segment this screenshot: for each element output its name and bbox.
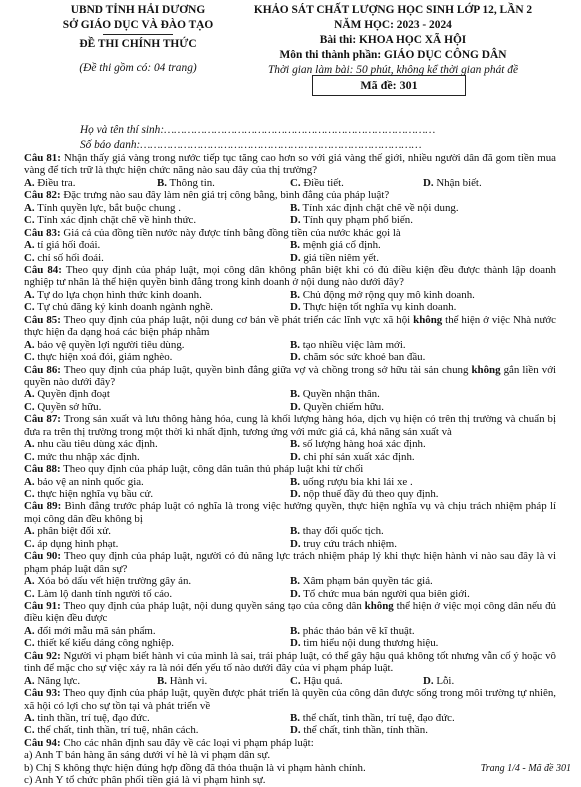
question-stem: [24, 314, 556, 339]
answer-letter: A.: [24, 624, 35, 637]
answer-text: Thông tin.: [167, 176, 215, 189]
exam-title: KHẢO SÁT CHẤT LƯỢNG HỌC SINH LỚP 12, LẦN 2: [253, 4, 533, 16]
question-text: Theo quy định của pháp luật, mọi công dân không phân biệt khi có đủ điều kiện đều được thành lập doanh nghiệp tư nhân là thể hiện quyền bình đẳng trong kinh doanh ở nội dung nào dưới đây?: [24, 264, 557, 289]
answer-option: [290, 451, 415, 463]
answer-letter: B.: [290, 475, 300, 488]
question-text: Đặc trưng nào sau đây làm nên giá trị công bằng, bình đẳng của pháp luật?: [60, 189, 390, 202]
page-footer: Trang 1/4 - Mã đề 301: [480, 763, 571, 774]
answer-letter: A.: [24, 201, 35, 214]
authority-name: UBND TỈNH HẢI DƯƠNG: [70, 4, 206, 16]
answer-letter: C.: [24, 724, 35, 737]
answer-letter: D.: [290, 488, 301, 501]
answer-letter: C.: [24, 450, 35, 463]
answer-text: mức thu nhập xác định.: [34, 450, 140, 463]
answer-letter: A.: [24, 288, 35, 301]
answer-letter: C.: [24, 301, 35, 314]
answer-letter: D.: [290, 587, 301, 600]
time-allowed: Thời gian làm bài: 50 phút, không kể thời gian phát đề: [267, 64, 519, 76]
answer-letter: D.: [290, 351, 301, 364]
exam-code-box: Mã đề: 301: [312, 75, 466, 96]
question-number: Câu 82:: [24, 189, 61, 202]
answer-text: nộp thuế đầy đủ theo quy định.: [300, 488, 439, 501]
answer-letter: A.: [24, 388, 35, 401]
answer-option: [157, 675, 207, 687]
answer-letter: A.: [24, 438, 35, 451]
answer-row: [24, 252, 556, 264]
answer-option: [24, 525, 111, 537]
question-text: Trong sản xuất và lưu thông hàng hóa, cung là khối lượng hàng hóa, dịch vụ hiện có trên thị trường và chuẩn bị đưa ra trên thị trường trong một thời kì nhất định, tương ứng với mức giá cả, khả năng sản xuất và: [24, 413, 556, 438]
question-text: Theo quy định của pháp luật, người có đủ năng lực trách nhiệm pháp lý khi thực hiện hành vi nào sau đây là vi phạm pháp luật dân sự?: [24, 550, 556, 575]
question-stem: [24, 737, 556, 749]
answer-text: truy cứu trách nhiệm.: [300, 537, 397, 550]
answer-letter: D.: [423, 674, 434, 687]
answer-option: [24, 214, 196, 226]
answer-letter: B.: [290, 712, 300, 725]
answer-row: [24, 177, 556, 189]
answer-option: [24, 451, 140, 463]
answer-text: mệnh giá cổ định.: [300, 239, 381, 252]
answer-text: giá tiền niêm yết.: [300, 251, 379, 264]
answer-option: [24, 239, 100, 251]
answer-row: [24, 575, 556, 587]
answer-text: Xâm phạm bản quyền tác giả.: [300, 575, 433, 588]
answer-letter: D.: [423, 176, 434, 189]
statement-item: b) Chị S không thực hiện đúng hợp đồng đã thỏa thuận là vi phạm hành chính.: [24, 761, 366, 774]
answer-option: [24, 712, 150, 724]
question-number: Câu 93:: [24, 687, 61, 700]
answer-letter: D.: [290, 724, 301, 737]
answer-text: thay đổi quốc tịch.: [300, 525, 384, 538]
question-stem: [24, 650, 556, 675]
question-number: Câu 85:: [24, 313, 61, 326]
answer-letter: A.: [24, 239, 35, 252]
answer-letter: B.: [290, 624, 300, 637]
answer-row: [24, 301, 556, 313]
answer-letter: C.: [290, 674, 301, 687]
answer-option: [290, 252, 379, 264]
statement-item: c) Anh Y tổ chức phân phối tiền giả là vi phạm hình sự.: [24, 774, 266, 787]
answer-option: [24, 575, 191, 587]
question-stem: [24, 463, 556, 475]
answer-text: Làm lộ danh tính người tố cáo.: [34, 587, 173, 600]
question-text: gắn liền với quyền nào dưới đây?: [24, 363, 556, 389]
answer-letter: C.: [24, 488, 35, 501]
answer-letter: D.: [290, 400, 301, 413]
question-number: Câu 88:: [24, 463, 61, 476]
answer-row: [24, 525, 556, 537]
answer-letter: C.: [24, 587, 35, 600]
answer-text: Quyền chiếm hữu.: [300, 400, 384, 413]
answer-option: [423, 675, 454, 687]
answer-letter: C.: [24, 537, 35, 550]
answer-text: thiết kế kiểu dáng công nghiệp.: [34, 637, 175, 650]
candidate-number-line: Số báo danh:…………………………………………………………………………: [80, 139, 422, 151]
answer-option: [290, 438, 426, 450]
answer-text: Điều tra.: [34, 176, 76, 189]
question-number: Câu 84:: [24, 264, 62, 276]
answer-letter: D.: [290, 251, 301, 264]
candidate-name-line: Họ và tên thí sinh:………………………………………………………………………: [80, 124, 436, 136]
answer-option: [24, 625, 156, 637]
answer-option: [290, 538, 397, 550]
component-subject: Môn thi thành phần: GIÁO DỤC CÔNG DÂN: [279, 49, 507, 61]
answer-option: [290, 289, 475, 301]
statement-item: a) Anh T bán hàng ăn sáng dưới vỉ hè là vi phạm dân sự.: [24, 749, 271, 762]
answer-text: Thực hiện tốt nghĩa vụ kinh doanh.: [300, 301, 457, 314]
question-stem: [24, 687, 556, 712]
answer-row: [24, 438, 556, 450]
answer-row: [24, 339, 556, 351]
answer-row: [24, 476, 556, 488]
answer-letter: A.: [24, 674, 35, 687]
question-text: Theo quy định của pháp luật, quyền được phát triển là quyền của công dân được sống trong môi trường tự nhiên, xã hội có lợi cho sự tồn tại và phát triển về: [24, 687, 556, 712]
answer-text: thực hiện nghĩa vụ bầu cử.: [34, 488, 154, 501]
answer-letter: D.: [290, 450, 301, 463]
header-right: [228, 3, 558, 78]
answer-text: phân biệt đối xử.: [34, 525, 111, 538]
answer-letter: B.: [290, 338, 300, 351]
answer-text: Xóa bỏ dấu vết hiện trường gây án.: [34, 575, 192, 588]
answer-option: [157, 177, 215, 189]
answer-option: [290, 177, 344, 189]
answer-text: Tự chủ đăng ký kinh doanh ngành nghề.: [34, 301, 214, 314]
answer-letter: A.: [24, 475, 35, 488]
answer-row: [24, 488, 556, 500]
answer-text: Hậu quả.: [300, 674, 343, 687]
question-text: Cho các nhân định sau đây về các loại vi phạm pháp luật:: [60, 736, 314, 749]
answer-option: [24, 351, 172, 363]
answer-letter: B.: [290, 288, 300, 301]
answer-letter: C.: [24, 214, 35, 227]
answer-letter: B.: [290, 438, 300, 451]
answer-text: bảo vệ an ninh quốc gia.: [34, 475, 144, 488]
department-name: SỞ GIÁO DỤC VÀ ĐÀO TẠO: [62, 19, 214, 31]
answer-option: [290, 339, 406, 351]
question-text: Nhận thấy giá vàng trong nước tiếp tục tăng cao hơn so với giá vàng thế giới, nhiều người dân đã gom tiền mua vàng để tích trữ là thực hiện chức năng nào sau đây của thị trường?: [24, 152, 556, 177]
answer-text: Tính xác định chặt chẽ về hình thức.: [34, 214, 197, 227]
answer-option: [24, 538, 118, 550]
answer-option: [423, 177, 482, 189]
question-stem: [24, 364, 556, 389]
emphasis-word: không: [364, 600, 394, 613]
question-number: Câu 81:: [24, 152, 61, 164]
answer-option: [24, 339, 185, 351]
answer-row: [24, 538, 556, 550]
header-left: [38, 3, 238, 76]
answer-option: [24, 301, 213, 313]
answer-letter: C.: [24, 400, 35, 413]
answer-row: [24, 675, 556, 687]
question-number: Câu 90:: [24, 550, 61, 563]
official-exam-label: ĐỀ THI CHÍNH THỨC: [79, 38, 197, 50]
answer-option: [24, 177, 75, 189]
answer-option: [24, 388, 110, 400]
question-stem: [24, 550, 556, 575]
answer-option: [290, 525, 384, 537]
answer-row: [24, 451, 556, 463]
answer-row: [24, 625, 556, 637]
answer-row: [24, 401, 556, 413]
answer-option: [290, 301, 456, 313]
answer-text: đổi mới mẫu mã sản phẩm.: [34, 624, 156, 637]
answer-option: [290, 202, 459, 214]
answer-option: [290, 575, 433, 587]
question-text: thể hiện ở việc Nhà nước thực hiện đa dạng hoá các biện pháp nhằm: [24, 313, 557, 339]
answer-text: thực hiện xoá đói, giảm nghèo.: [34, 351, 173, 364]
answer-text: áp dụng hình phạt.: [34, 537, 119, 550]
answer-text: Chủ động mở rộng quy mô kinh doanh.: [300, 288, 475, 301]
answer-letter: C.: [24, 251, 35, 264]
answer-option: [24, 637, 174, 649]
answer-text: tạo nhiều việc làm mới.: [300, 338, 406, 351]
answer-option: [290, 625, 415, 637]
answer-text: Quyền nhận thân.: [300, 388, 380, 401]
answer-option: [290, 588, 470, 600]
question-number: Câu 94:: [24, 736, 61, 749]
answer-text: Quyền định đoạt: [34, 388, 110, 401]
answer-option: [290, 351, 425, 363]
answer-text: thể chất, tinh thần, tính thần.: [300, 724, 428, 737]
answer-text: tinh thần, trí tuệ, đạo đức.: [34, 712, 150, 725]
answer-row: [24, 351, 556, 363]
answer-letter: A.: [24, 712, 35, 725]
answer-letter: C.: [24, 637, 35, 650]
question-text: Theo quy định của pháp luật, quyền bình đẳng giữa vợ và chồng trong sở hữu tài sản chung: [60, 363, 472, 376]
answer-letter: D.: [290, 537, 301, 550]
exam-subject: Bài thi: KHOA HỌC XÃ HỘI: [319, 34, 467, 46]
answer-row: [24, 214, 556, 226]
answer-row: [24, 712, 556, 724]
answer-option: [24, 438, 158, 450]
answer-row: [24, 637, 556, 649]
answer-row: [24, 724, 556, 736]
question-number: Câu 86:: [24, 363, 61, 376]
answer-text: chăm sóc sức khoẻ ban đầu.: [300, 351, 426, 364]
answer-letter: C.: [290, 176, 301, 189]
emphasis-word: không: [471, 363, 501, 376]
page-count-note: (Đề thi gồm có: 04 trang): [79, 62, 197, 74]
answer-text: Tính quyền lực, bắt buộc chung .: [34, 201, 181, 214]
answer-text: số lượng hàng hoá xác định.: [300, 438, 426, 451]
answer-text: Điều tiết.: [300, 176, 344, 189]
question-text: Theo quy định của pháp luật, nội dung cơ bản về phát triển các lĩnh vực xã hội: [60, 313, 414, 326]
answer-text: Tính xác định chặt chẽ về nội dung.: [300, 201, 459, 214]
question-text: thể hiện ở việc mọi công dân nếu đủ điều kiện đều được: [24, 600, 556, 625]
answer-row: [24, 588, 556, 600]
answer-letter: A.: [24, 338, 35, 351]
answer-letter: B.: [290, 388, 300, 401]
answer-option: [290, 476, 413, 488]
answer-text: tỉ giá hối đoái.: [34, 239, 101, 252]
question-number: Câu 92:: [24, 649, 61, 662]
answer-option: [290, 401, 384, 413]
answer-letter: B.: [157, 674, 167, 687]
answer-option: [290, 724, 428, 736]
question-text: Bình đẳng trước pháp luật có nghĩa là trong việc hưởng quyền, thực hiện nghĩa vụ và chịu trách nhiệm pháp lí mọi công dân đều không bị: [24, 500, 557, 525]
header-left-underline: [103, 34, 173, 35]
answer-text: Tổ chức mua bán người qua biên giới.: [300, 587, 470, 600]
school-year: NĂM HỌC: 2023 - 2024: [334, 19, 452, 31]
question-text: Người vi phạm biết hành vi của mình là sai, trái pháp luật, có thể gây hậu quả không tốt nhưng vẫn cố ý hoặc vô tình để mặc cho sự việc xảy ra là nói đến yếu tố nào dưới đây của vi phạm pháp luật.: [24, 649, 556, 675]
question-stem: [24, 413, 556, 438]
question-list: [24, 152, 556, 787]
answer-text: bảo vệ quyền lợi người tiêu dùng.: [34, 338, 185, 351]
answer-option: [24, 675, 80, 687]
answer-letter: B.: [290, 525, 300, 538]
question-stem: [24, 600, 556, 625]
answer-row: [24, 388, 556, 400]
answer-option: [24, 202, 181, 214]
answer-text: Tính quy phạm phổ biến.: [300, 214, 413, 227]
answer-option: [24, 289, 202, 301]
answer-row: [24, 202, 556, 214]
answer-text: tìm hiểu nội dung thương hiệu.: [300, 637, 439, 650]
answer-text: Tự do lựa chọn hình thức kinh doanh.: [34, 288, 202, 301]
question-stem: [24, 500, 556, 525]
answer-letter: A.: [24, 525, 35, 538]
answer-option: [24, 588, 172, 600]
answer-option: [290, 488, 439, 500]
answer-letter: B.: [290, 201, 300, 214]
question-stem: [24, 189, 556, 201]
question-text: Giá cả của đồng tiền nước này được tính bằng đồng tiền của nước khác gọi là: [60, 226, 401, 239]
question-text: Theo quy định của pháp luật, công dân tuân thủ pháp luật khi từ chối: [60, 463, 364, 476]
answer-letter: C.: [24, 351, 35, 364]
answer-text: Quyền sở hữu.: [34, 400, 102, 413]
answer-text: thể chất, tinh thần, trí tuệ, nhân cách.: [34, 724, 199, 737]
answer-text: chỉ số hối đoái.: [34, 251, 104, 264]
answer-letter: D.: [290, 301, 301, 314]
emphasis-word: không: [413, 313, 443, 326]
answer-letter: A.: [24, 176, 35, 189]
answer-option: [24, 401, 101, 413]
question-stem: [24, 227, 556, 239]
answer-option: [290, 388, 380, 400]
answer-text: phác thảo bản vẽ kĩ thuật.: [300, 624, 415, 637]
answer-text: Hành vi.: [167, 674, 208, 687]
answer-letter: A.: [24, 575, 35, 588]
question-number: Câu 89:: [24, 500, 62, 513]
answer-text: Nhận biết.: [433, 176, 482, 189]
answer-letter: D.: [290, 214, 301, 227]
answer-option: [24, 488, 153, 500]
answer-letter: B.: [157, 176, 167, 189]
answer-text: thể chất, tinh thần, trí tuệ, đạo đức.: [300, 712, 455, 725]
answer-letter: B.: [290, 239, 300, 252]
answer-text: chi phí sản xuất xác định.: [300, 450, 415, 463]
answer-option: [290, 712, 455, 724]
question-number: Câu 87:: [24, 413, 61, 426]
answer-letter: B.: [290, 575, 300, 588]
answer-text: Lỗi.: [433, 674, 455, 687]
answer-row: [24, 289, 556, 301]
answer-option: [24, 476, 144, 488]
answer-option: [290, 675, 343, 687]
question-stem: [24, 264, 556, 289]
answer-option: [290, 637, 438, 649]
answer-option: [24, 252, 104, 264]
answer-option: [24, 724, 199, 736]
answer-text: nhu cầu tiêu dùng xác định.: [34, 438, 158, 451]
answer-text: Năng lực.: [34, 674, 81, 687]
question-number: Câu 91:: [24, 600, 61, 613]
answer-letter: D.: [290, 637, 301, 650]
question-text: Theo quy định của pháp luật, nội dung quyền sáng tạo của công dân: [60, 600, 365, 613]
answer-option: [290, 239, 381, 251]
question-number: Câu 83:: [24, 226, 61, 239]
question-stem: [24, 152, 556, 177]
answer-row: [24, 239, 556, 251]
answer-text: uống rượu bia khi lái xe .: [300, 475, 413, 488]
answer-option: [290, 214, 413, 226]
